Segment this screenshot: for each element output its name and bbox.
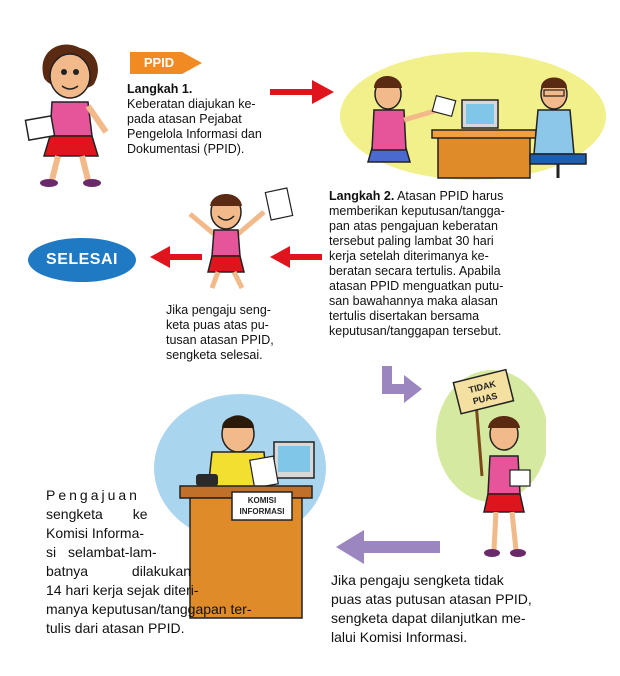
step2-line: tersebut paling lambat 30 hari (329, 234, 494, 248)
woman-with-document-illustration (22, 40, 122, 190)
commission-line: batnya dilakukan (46, 563, 192, 579)
step2-line: kerja setelah diterimanya ke- (329, 249, 489, 263)
commission-line: Komisi Informa- (46, 525, 145, 541)
satisfied-line: tusan atasan PPID, (166, 333, 274, 347)
ppid-tag (130, 52, 202, 74)
unsatisfied-text (331, 571, 555, 647)
commission-text (46, 486, 277, 638)
step1-line: pada atasan Pejabat (127, 112, 242, 126)
unsatisfied-line: sengketa dapat dilanjutkan me- (331, 610, 526, 626)
red-arrow-right (270, 80, 334, 104)
happy-woman-illustration (176, 186, 304, 296)
satisfied-text (166, 303, 294, 363)
step2-line: atasan PPID menguatkan putu- (329, 279, 504, 293)
step1-line: Keberatan diajukan ke- (127, 97, 256, 111)
unsatisfied-line: Jika pengaju sengketa tidak (331, 572, 504, 588)
commission-line: Pengajuan (46, 487, 140, 503)
commission-line: sengketa ke (46, 506, 148, 522)
selesai-oval: SELESAI (28, 238, 136, 282)
step2-first-line: Langkah 2. Atasan PPID harus (329, 189, 504, 203)
satisfied-line: Jika pengaju seng- (166, 303, 271, 317)
purple-bent-arrow (382, 366, 422, 408)
step2-line: san bawahannya maka alasan (329, 294, 498, 308)
step2-text (329, 189, 559, 339)
sign-text: TIDAK (467, 378, 497, 396)
desk-sign-text: KOMISI (247, 496, 277, 505)
ppid-superior-desk-illustration (338, 50, 608, 185)
step2-line: beratan secara tertulis. Apabila (329, 264, 501, 278)
commission-line: manya keputusan/tanggapan ter- (46, 601, 252, 617)
satisfied-line: keta puas atas pu- (166, 318, 269, 332)
step1-title: Langkah 1. (127, 82, 193, 96)
unsatisfied-line: puas atas putusan atasan PPID, (331, 591, 532, 607)
step2-line: tertulis disertakan bersama (329, 309, 480, 323)
commission-line: si selambat-lam- (46, 544, 157, 560)
unsatisfied-line: lalui Komisi Informasi. (331, 629, 468, 645)
commission-line: tulis dari atasan PPID. (46, 620, 185, 636)
desk-sign-text: INFORMASI (239, 507, 285, 516)
satisfied-line: sengketa selesai. (166, 348, 263, 362)
purple-arrow-left (336, 530, 440, 564)
unsatisfied-woman-illustration (432, 366, 546, 562)
sign-text: PUAS (471, 390, 499, 407)
commission-line: 14 hari kerja sejak diteri- (46, 582, 199, 598)
step2-line: keputusan/tanggapan tersebut. (329, 324, 502, 338)
ppid-tag-label: PPID (143, 55, 175, 70)
step1-line: Pengelola Informasi dan (127, 127, 262, 141)
step2-line: memberikan keputusan/tangga- (329, 204, 505, 218)
step1-line: Dokumentasi (PPID). (127, 142, 245, 156)
step2-line: pan atas pengajuan keberatan (329, 219, 498, 233)
